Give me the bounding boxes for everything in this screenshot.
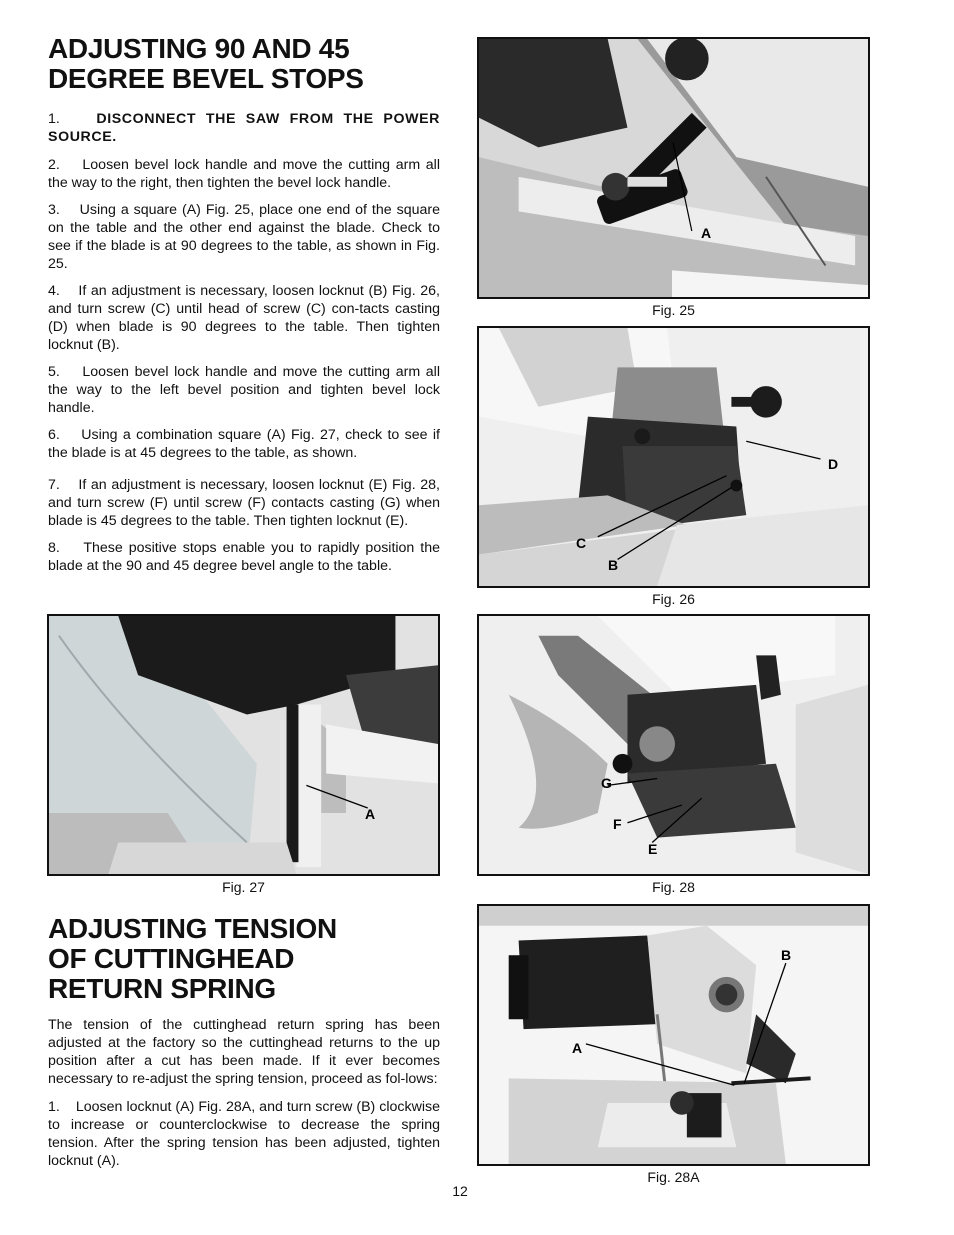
callout-f: F [613,816,622,832]
tension-step-1 [48,1098,440,1170]
return-spring-illustration [479,906,868,1164]
step-number: 4. [48,283,60,299]
page-number: 12 [452,1183,468,1199]
callout-a: A [701,225,712,241]
step-text: Using a square (A) Fig. 25, place one end of the square on the table and the other end against the blade. Check to see if the blade is at 90 degrees to the table, as shown in Fig. 25. [48,202,440,272]
fig-28a-caption: Fig. 28A [647,1169,700,1185]
callout-c: C [576,535,587,551]
fig-25-caption: Fig. 25 [652,302,695,318]
bevel-45-stop-illustration [479,616,868,874]
section-title-bevel-stops [48,34,440,94]
step-text: Loosen locknut (A) Fig. 28A, and turn screw (B) clockwise to increase or counterclockwise to decrease the spring tension. After the spring tension has been adjusted, tighten locknut (A). [48,1099,440,1169]
step-number: 3. [48,202,60,218]
step-text: Loosen bevel lock handle and move the cutting arm all the way to the left bevel position and tighten bevel lock handle. [48,364,440,416]
step-6 [48,426,440,462]
step-7 [48,476,440,530]
fig-26-caption: Fig. 26 [652,591,695,607]
step-number: 1. [48,111,60,127]
step-text: These positive stops enable you to rapidly position the blade at the 90 and 45 degree bevel angle to the table. [48,540,440,574]
figure-28a-photo [477,904,870,1166]
callout-d: D [828,456,839,472]
left-column [48,34,440,575]
callout-a: A [365,806,376,822]
combination-square-illustration [49,616,438,874]
title-line: RETURN SPRING [48,973,276,1004]
saw-square-illustration [479,39,868,297]
title-line: ADJUSTING 90 AND 45 [48,33,350,64]
callout-a: A [572,1040,583,1056]
title-line: DEGREE BEVEL STOPS [48,63,364,94]
figure-26-photo [477,326,870,588]
step-number: 5. [48,364,60,380]
section-title-return-spring [48,914,440,1004]
step-number: 6. [48,427,60,443]
fig-28-caption: Fig. 28 [652,879,695,895]
step-5 [48,363,440,417]
callout-g: G [601,775,612,791]
figure-27-photo [47,614,440,876]
step-1 [48,110,440,146]
callout-b: B [781,947,792,963]
step-number: 8. [48,540,60,556]
title-line: ADJUSTING TENSION [48,913,337,944]
tension-intro: The tension of the cuttinghead return spring has been adjusted at the factory so the cuttinghead returns to the up position after a cut has been made. If it ever becomes necessary to re-adjust the spring tension, proceed as fol-lows: [48,1017,440,1087]
step-text: Using a combination square (A) Fig. 27, check to see if the blade is at 45 degrees to the table, as shown. [48,427,440,461]
step-text: Loosen bevel lock handle and move the cutting arm all the way to the right, then tighten the bevel lock handle. [48,157,440,191]
step-2 [48,156,440,192]
step-number: 1. [48,1099,60,1115]
title-line: OF CUTTINGHEAD [48,943,295,974]
fig-27-caption: Fig. 27 [222,879,265,895]
step-number: 7. [48,477,60,493]
step-text: If an adjustment is necessary, loosen locknut (B) Fig. 26, and turn screw (C) until head of screw (C) con-tacts casting (D) when blade is 90 degrees to the table. Then tighten locknut (B). [48,283,440,353]
step-4 [48,282,440,354]
step-text: If an adjustment is necessary, loosen locknut (E) Fig. 28, and turn screw (F) until screw (F) contacts casting (G) when blade is 45 degrees to the table. Then tighten locknut (E). [48,477,440,529]
bevel-stop-illustration [479,328,868,586]
tension-section [48,914,440,1170]
callout-e: E [648,841,658,857]
figure-28-photo [477,614,870,876]
step-3 [48,201,440,273]
step-8 [48,539,440,575]
step-text: DISCONNECT THE SAW FROM THE POWER SOURCE. [48,111,440,145]
figure-25-photo [477,37,870,299]
step-number: 2. [48,157,60,173]
callout-b: B [608,557,619,573]
